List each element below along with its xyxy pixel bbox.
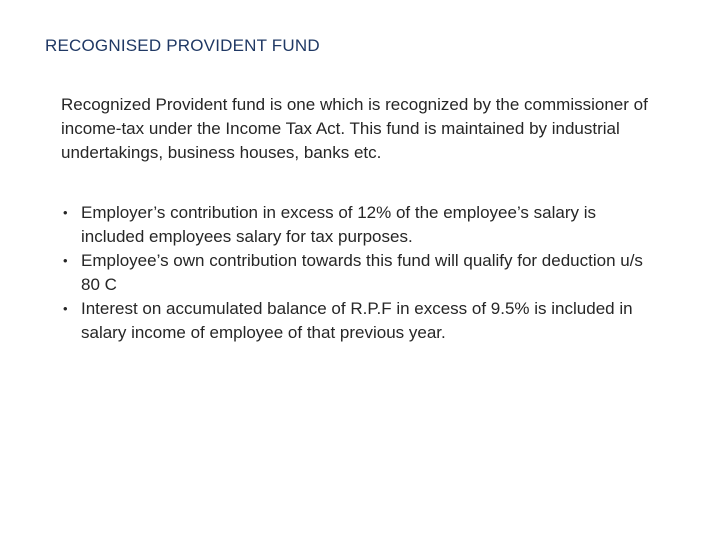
bullet-icon: • — [63, 205, 68, 220]
bullet-list — [61, 201, 651, 345]
slide-title: RECOGNISED PROVIDENT FUND — [45, 36, 320, 55]
bullet-text: Employee’s own contribution towards this fund will qualify for deduction u/s 80 C — [81, 251, 643, 294]
intro-paragraph: Recognized Provident fund is one which is recognized by the commissioner of income-tax under the Income Tax Act. This fund is maintained by industrial undertakings, business houses, banks etc. — [61, 95, 648, 162]
bullet-item — [61, 249, 651, 297]
bullet-text: Interest on accumulated balance of R.P.F in excess of 9.5% is included in salary income of employee of that previous year. — [81, 299, 633, 342]
bullet-icon: • — [63, 253, 68, 268]
slide-body — [61, 93, 661, 345]
bullet-item — [61, 201, 651, 249]
bullet-text: Employer’s contribution in excess of 12% of the employee’s salary is included employees salary for tax purposes. — [81, 203, 596, 246]
bullet-icon: • — [63, 301, 68, 316]
bullet-item — [61, 297, 651, 345]
